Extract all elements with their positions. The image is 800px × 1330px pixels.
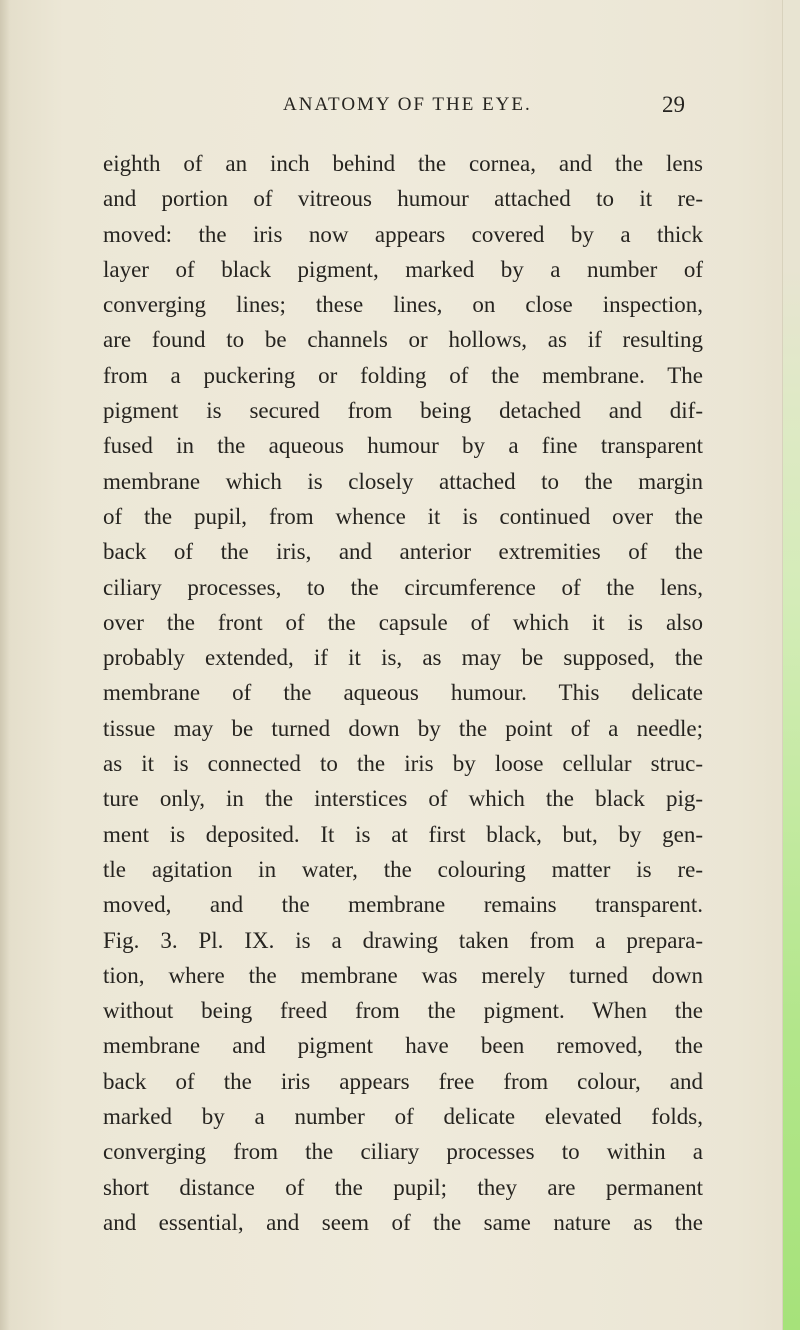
text-line: layer of black pigment, marked by a number of — [103, 256, 703, 282]
text-line: back of the iris, and anterior extremities of the — [103, 539, 703, 565]
page-right-edge — [782, 0, 800, 1330]
text-line: moved: the iris now appears covered by a thick — [103, 221, 703, 247]
text-line: tion, where the membrane was merely turned down — [103, 962, 703, 988]
text-line: ment is deposited. It is at first black, but, by gen- — [103, 821, 703, 847]
text-line: moved, and the membrane remains transparent. — [103, 892, 703, 918]
text-line: ture only, in the interstices of which the black pig- — [103, 786, 703, 812]
text-line: eighth of an inch behind the cornea, and the lens — [103, 151, 703, 176]
text-line: and portion of vitreous humour attached to it re- — [103, 186, 703, 212]
text-line: membrane and pigment have been removed, the — [103, 1033, 703, 1059]
running-head: ANATOMY OF THE EYE. — [283, 94, 532, 115]
text-line: membrane which is closely attached to the margin — [103, 468, 703, 494]
text-line: without being freed from the pigment. When the — [103, 998, 703, 1024]
text-line: pigment is secured from being detached and dif- — [103, 398, 703, 424]
text-line: short distance of the pupil; they are permanent — [103, 1174, 703, 1200]
text-line: marked by a number of delicate elevated folds, — [103, 1104, 703, 1130]
text-line: converging lines; these lines, on close inspection, — [103, 292, 703, 318]
text-line: probably extended, if it is, as may be supposed, the — [103, 645, 703, 671]
text-line: are found to be channels or hollows, as if resulting — [103, 327, 703, 353]
text-line: as it is connected to the iris by loose cellular struc- — [103, 751, 703, 777]
text-line: from a puckering or folding of the membrane. The — [103, 362, 703, 388]
body-text — [103, 146, 703, 1240]
text-line: converging from the ciliary processes to within a — [103, 1139, 703, 1165]
text-line: tle agitation in water, the colouring matter is re- — [103, 856, 703, 882]
page-number: 29 — [662, 92, 685, 117]
text-line: tissue may be turned down by the point of a needle; — [103, 715, 703, 741]
page-header — [0, 92, 800, 122]
text-line: of the pupil, from whence it is continued over the — [103, 503, 703, 529]
page-left-edge — [0, 0, 10, 1330]
text-line: fused in the aqueous humour by a fine transparent — [103, 433, 703, 459]
text-line: ciliary processes, to the circumference of the lens, — [103, 574, 703, 600]
text-line: over the front of the capsule of which it is also — [103, 609, 703, 635]
text-line: and essential, and seem of the same nature as the — [103, 1209, 703, 1235]
text-line: Fig. 3. Pl. IX. is a drawing taken from a prepara- — [103, 927, 703, 953]
text-line: back of the iris appears free from colour, and — [103, 1068, 703, 1094]
text-line: membrane of the aqueous humour. This delicate — [103, 680, 703, 706]
